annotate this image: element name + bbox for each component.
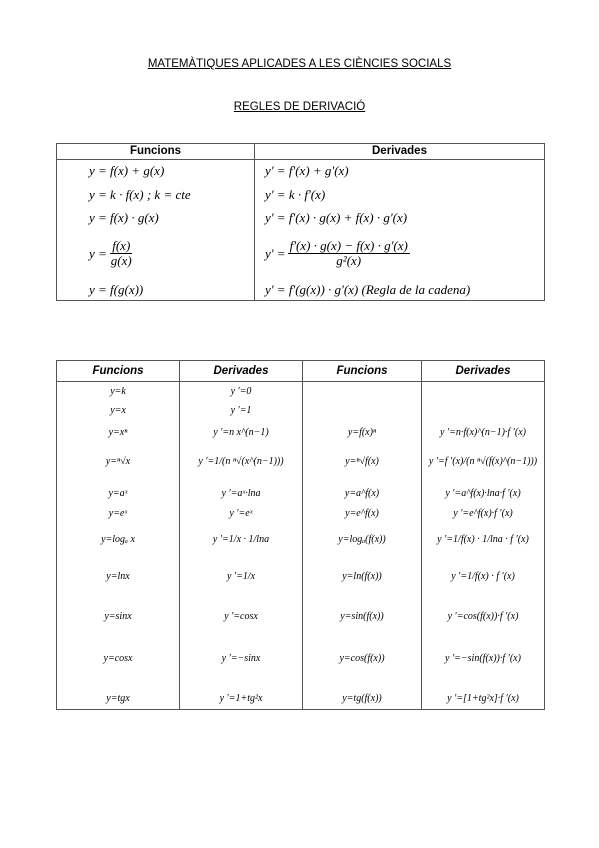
fraction-denominator: g(x) [110,253,132,269]
fraction [109,239,134,269]
derivative-cell: y ′=n x^(n−1) [213,426,269,438]
composite-function-cell: y=ln(f(x)) [342,570,382,582]
rule-function: y = f(g(x)) [89,282,144,297]
derivative-cell: y ′=1/(n ⁿ√(x^(n−1))) [198,455,284,467]
function-cell: y=x [110,405,126,416]
derivative-cell: y ′=1/x · 1/lna [212,533,270,545]
column-header-derivades: Derivades [455,365,511,377]
rule-derivative: y' = f'(g(x)) · g'(x) (Regla de la cadena) [265,282,471,297]
rule-derivative: y' = f'(x) + g'(x) [265,163,349,178]
function-cell: y=k [110,386,126,397]
function-cell: y=ⁿ√x [105,455,131,467]
rule-function-prefix: y = [89,246,107,261]
function-cell: y=xⁿ [108,426,128,438]
rule-derivative: y' = f'(x) · g(x) + f(x) · g'(x) [265,210,408,225]
composite-derivative-cell [422,383,544,400]
composite-derivative-cell: y ′=1/f(x) · f ′(x) [451,570,515,582]
composite-derivative-cell: y ′=cos(f(x))·f ′(x) [447,610,519,622]
derivative-cell: y ′=1+tg²x [219,692,263,704]
column-header-funcions: Funcions [92,365,144,377]
composite-function-cell: y=tg(f(x)) [342,692,382,704]
function-cell: y=cosx [103,652,133,664]
column-header-funcions: Funcions [336,365,388,377]
composite-function-cell: y=e^f(x) [345,508,379,519]
column-header-funcions: Funcions [57,144,254,160]
composite-derivative-cell: y ′=[1+tg²x]·f ′(x) [447,692,519,704]
composite-derivative-cell [422,402,544,419]
composite-function-cell [303,383,421,400]
page-title: MATEMÀTIQUES APLICADES A LES CIÈNCIES SOCIALS [147,58,452,70]
composite-derivative-cell: y ′=1/f(x) · 1/lna · f ′(x) [437,533,529,545]
composite-derivative-cell: y ′=n·f(x)^(n−1)·f ′(x) [440,426,526,438]
rule-function: y = k · f(x) ; k = cte [89,187,191,202]
fraction-numerator: f'(x) · g(x) − f(x) · g'(x) [289,237,408,253]
composite-function-cell [303,402,421,419]
composite-function-cell: y=sin(f(x)) [340,610,384,622]
rule-function: y = f(x) · g(x) [89,210,159,225]
derivative-cell: y ′=−sinx [221,652,261,664]
rule-derivative: y' = k · f'(x) [265,187,326,202]
derivative-cell: y ′=1 [230,405,252,416]
function-cell: y=logₐ x [101,533,135,545]
derivative-cell: y ′=0 [230,386,252,397]
derivation-rules-table [56,143,545,301]
rule-function-quotient [89,233,136,275]
function-cell: y=tgx [106,692,130,704]
composite-function-cell: y=logₐ(f(x)) [338,533,386,545]
composite-derivative-cell: y ′=e^f(x)·f ′(x) [453,508,513,519]
function-cell: y=lnx [106,570,130,582]
rule-derivative-prefix: y' = [265,246,286,261]
rule-function: y = f(x) + g(x) [89,163,165,178]
derivative-cell: y ′=cosx [224,610,258,622]
function-cell: y=sinx [104,610,132,622]
composite-derivative-cell: y ′=−sin(f(x))·f ′(x) [445,652,521,664]
column-divider [254,144,255,300]
function-cell: y=eˣ [108,508,128,519]
composite-function-cell: y=cos(f(x)) [339,652,385,664]
derivative-cell: y ′=aˣ·lna [221,487,261,499]
column-header-derivades: Derivades [213,365,269,377]
composite-function-cell: y=a^f(x) [344,487,380,499]
derivatives-table [56,360,545,710]
rule-derivative-quotient [265,233,412,275]
header-divider [57,381,544,382]
composite-derivative-cell: y ′=f ′(x)/(n ⁿ√(f(x)^(n−1))) [428,455,538,467]
function-cell: y=aˣ [108,487,128,499]
composite-function-cell: y=ⁿ√f(x) [345,455,379,467]
fraction-numerator: f(x) [112,237,131,253]
column-header-derivades: Derivades [255,144,544,160]
composite-function-cell: y=f(x)ⁿ [347,426,377,438]
derivative-cell: y ′=1/x [226,570,256,582]
fraction [288,239,410,269]
page-subtitle: REGLES DE DERIVACIÓ [233,101,366,113]
composite-derivative-cell: y ′=a^f(x)·lna·f ′(x) [445,487,521,499]
fraction-denominator: g²(x) [336,253,362,269]
derivative-cell: y ′=eˣ [229,508,253,519]
